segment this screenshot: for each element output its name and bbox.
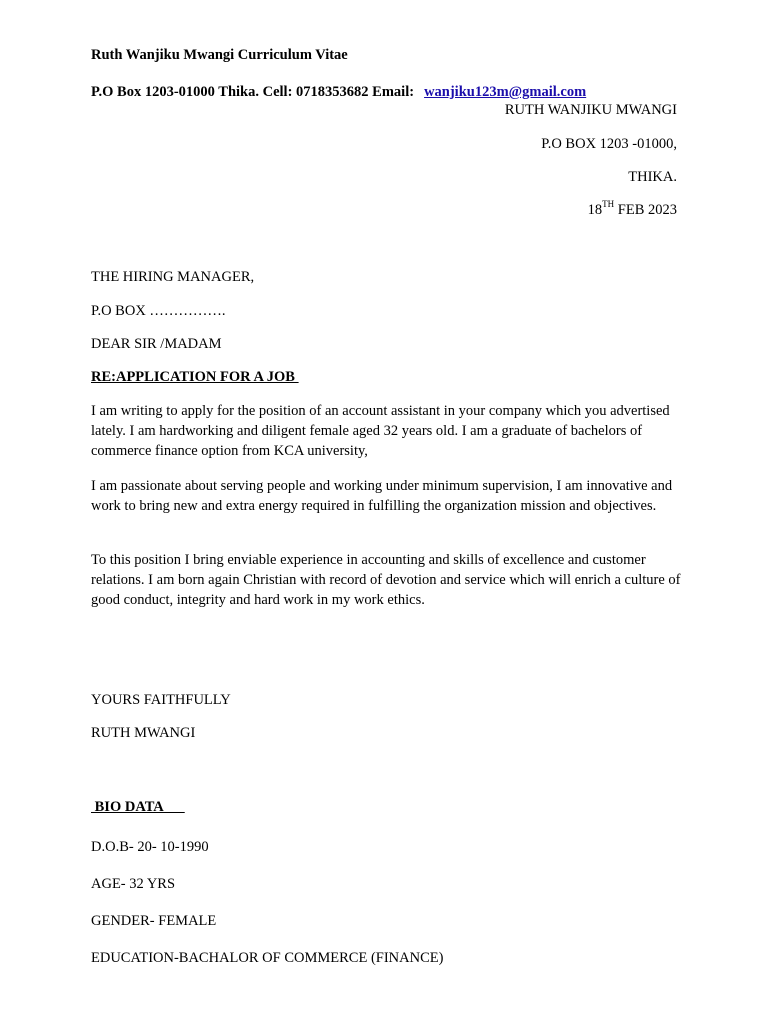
sender-town: THIKA.: [628, 169, 677, 185]
recipient-title: THE HIRING MANAGER,: [91, 269, 255, 285]
recipient-box: P.O BOX …………….: [91, 303, 226, 319]
bio-age: AGE- 32 YRS: [91, 876, 176, 892]
cv-title: Ruth Wanjiku Mwangi Curriculum Vitae: [91, 47, 348, 63]
bio-gender: GENDER- FEMALE: [91, 913, 217, 929]
contact-text: P.O Box 1203-01000 Thika. Cell: 0718353682 Email:: [91, 84, 415, 100]
bio-dob: D.O.B- 20- 10-1990: [91, 839, 209, 855]
subject-line: RE:APPLICATION FOR A JOB: [91, 369, 299, 385]
date-suffix: TH: [602, 199, 615, 210]
signature-name: RUTH MWANGI: [91, 725, 196, 741]
bio-data-heading: BIO DATA: [91, 799, 185, 815]
date-rest: FEB 2023: [614, 202, 677, 218]
salutation: DEAR SIR /MADAM: [91, 336, 222, 352]
letter-date: [588, 200, 677, 220]
contact-line: [91, 82, 586, 102]
sender-box: P.O BOX 1203 -01000,: [541, 136, 677, 152]
sign-off: YOURS FAITHFULLY: [91, 692, 231, 708]
bio-education: EDUCATION-BACHALOR OF COMMERCE (FINANCE): [91, 950, 444, 966]
date-day: 18: [587, 202, 603, 218]
paragraph-1: I am writing to apply for the position of an account assistant in your company which you advertised lately. I am hardworking and diligent female aged 32 years old. I am a graduate of bachelors of commerce finance option from KCA university,: [91, 403, 670, 459]
email-link[interactable]: wanjiku123m@gmail.com: [424, 84, 587, 100]
paragraph-2: I am passionate about serving people and working under minimum supervision, I am innovative and work to bring new and extra energy required in fulfilling the organization mission and objectives.: [91, 478, 673, 514]
sender-name: RUTH WANJIKU MWANGI: [504, 102, 677, 118]
paragraph-3: To this position I bring enviable experience in accounting and skills of excellence and customer relations. I am born again Christian with record of devotion and service which will enrich a culture of good conduct, integrity and hard work in my work ethics.: [91, 552, 681, 608]
